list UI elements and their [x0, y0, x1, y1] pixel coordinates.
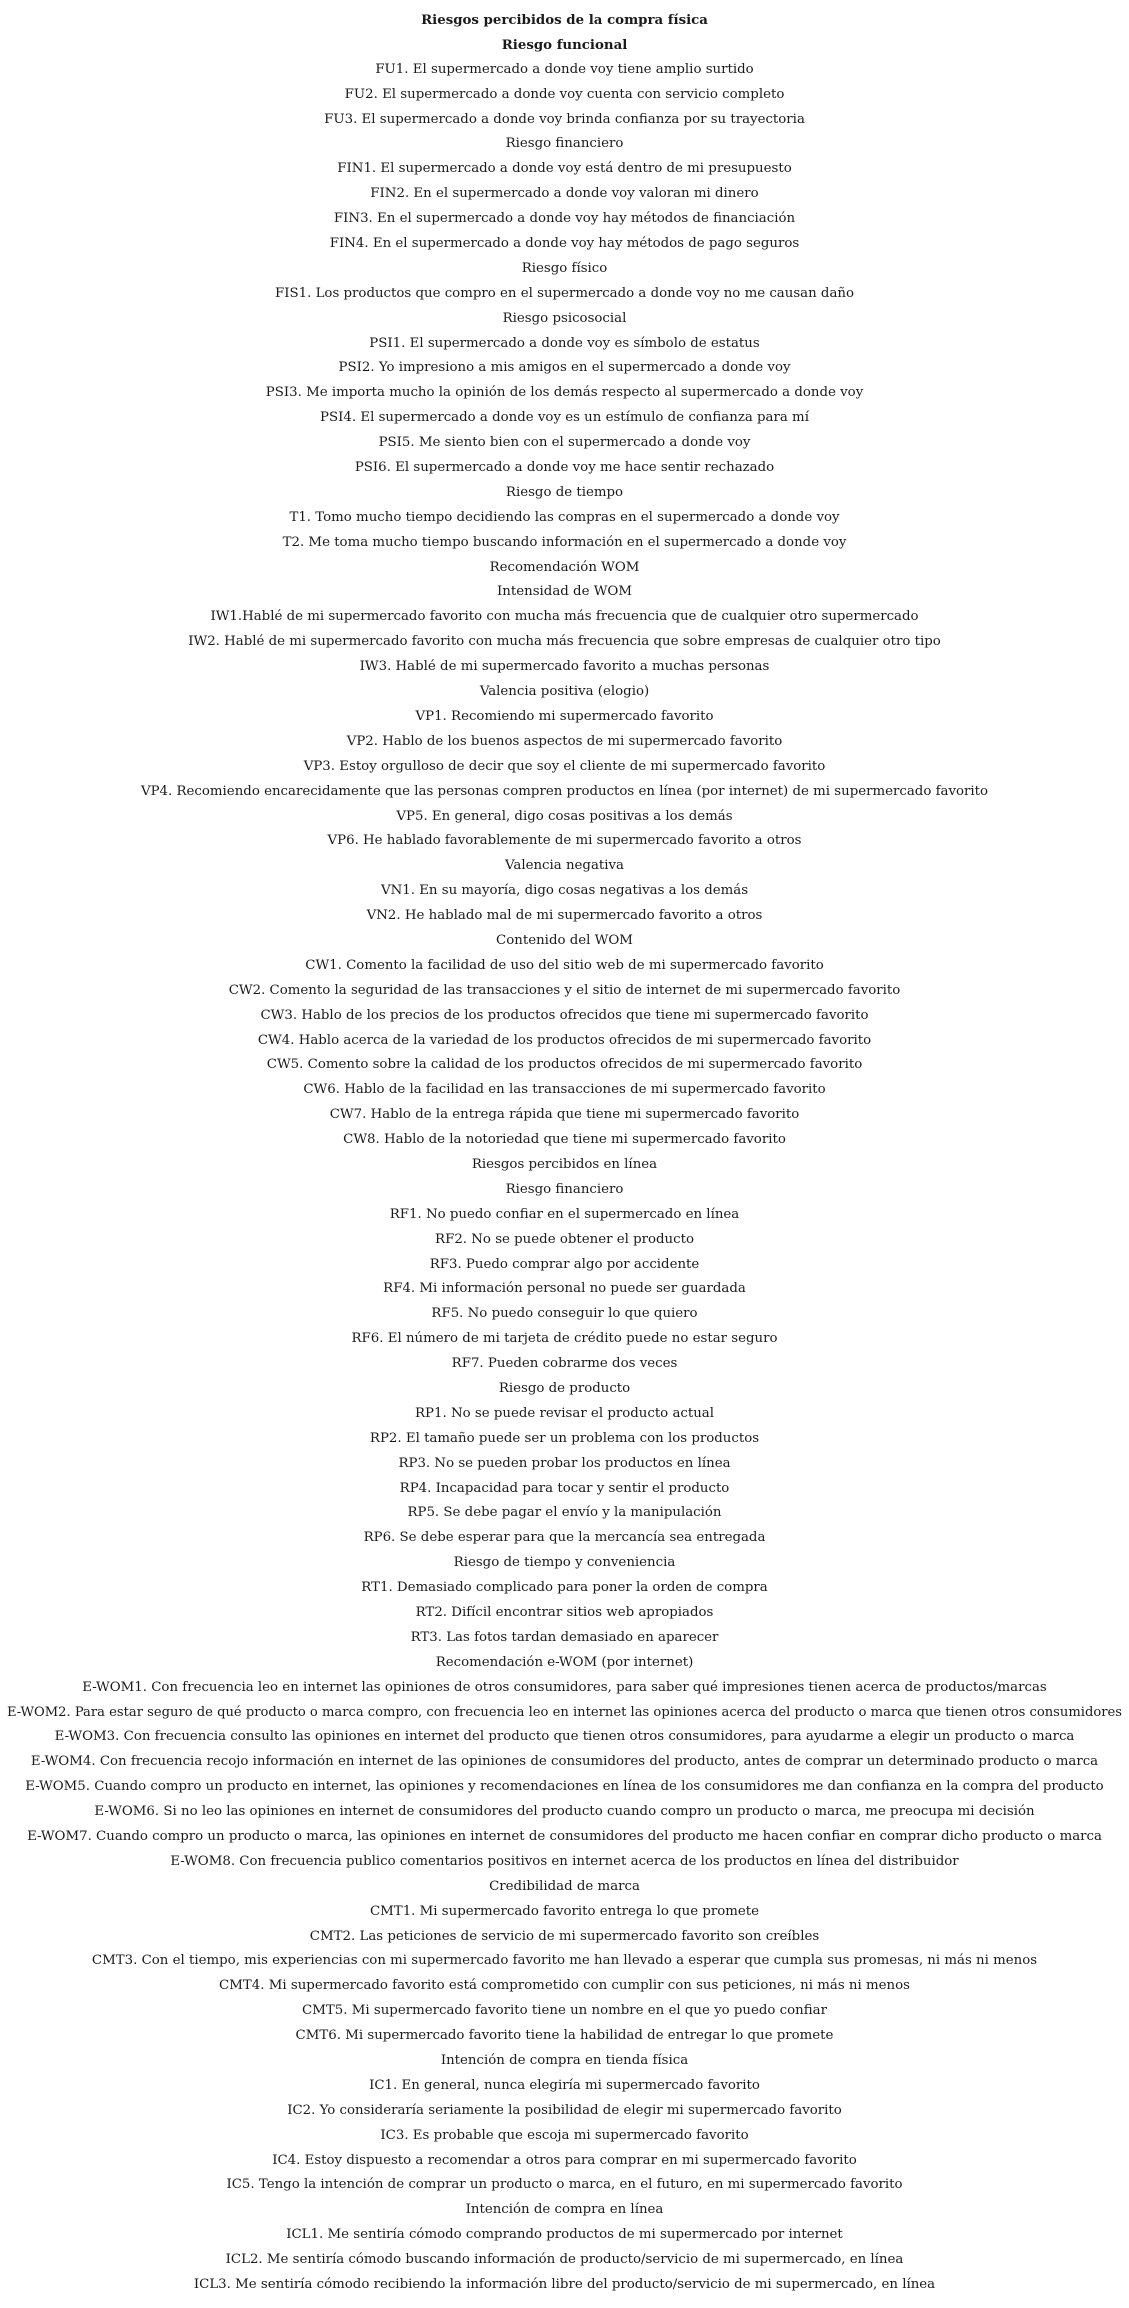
- document-line: Riesgos percibidos en línea: [471, 1156, 658, 1172]
- document-line: RP1. No se puede revisar el producto actual: [414, 1405, 715, 1421]
- document-line: CW5. Comento sobre la calidad de los productos ofrecidos de mi supermercado favorito: [266, 1057, 863, 1073]
- document-line: CW7. Hablo de la entrega rápida que tiene mi supermercado favorito: [329, 1107, 800, 1123]
- document-line: FU3. El supermercado a donde voy brinda confianza por su trayectoria: [324, 111, 805, 127]
- document-line: Riesgo financiero: [505, 136, 624, 152]
- document-line: RT1. Demasiado complicado para poner la orden de compra: [361, 1580, 768, 1596]
- document-line: FIS1. Los productos que compro en el supermercado a donde voy no me causan daño: [274, 285, 855, 301]
- document-line: FIN2. En el supermercado a donde voy valoran mi dinero: [370, 186, 759, 202]
- document-line: VP5. En general, digo cosas positivas a los demás: [396, 808, 733, 824]
- document-line: FU1. El supermercado a donde voy tiene amplio surtido: [375, 61, 754, 77]
- document-line: PSI6. El supermercado a donde voy me hace sentir rechazado: [354, 460, 775, 476]
- document-line: Recomendación e-WOM (por internet): [435, 1654, 694, 1670]
- document-line: E-WOM4. Con frecuencia recojo información en internet de las opiniones de consumidores del producto, antes de comprar un determinado producto o marca: [30, 1754, 1099, 1770]
- document-line: Intensidad de WOM: [497, 584, 632, 600]
- document-line: RF3. Puedo comprar algo por accidente: [429, 1256, 700, 1272]
- document-line: Intención de compra en línea: [465, 2202, 664, 2218]
- document-line: IW1.Hablé de mi supermercado favorito con mucha más frecuencia que de cualquier otro supermercado: [210, 609, 919, 625]
- document-line: RT3. Las fotos tardan demasiado en aparecer: [410, 1629, 719, 1645]
- document-line: VP6. He hablado favorablemente de mi supermercado favorito a otros: [327, 833, 802, 849]
- document-line: E-WOM6. Si no leo las opiniones en internet de consumidores del producto cuando compro un producto o marca, me preocupa mi decisión: [94, 1804, 1035, 1820]
- document-line: Valencia negativa: [504, 858, 625, 874]
- document-line: FIN4. En el supermercado a donde voy hay métodos de pago seguros: [329, 236, 800, 252]
- document-line: T2. Me toma mucho tiempo buscando información en el supermercado a donde voy: [282, 534, 847, 550]
- document-line: CW4. Hablo acerca de la variedad de los productos ofrecidos de mi supermercado favorito: [257, 1032, 872, 1048]
- document-line: PSI4. El supermercado a donde voy es un estímulo de confianza para mí: [320, 410, 809, 426]
- document-line: CW8. Hablo de la notoriedad que tiene mi supermercado favorito: [343, 1132, 786, 1148]
- document-line: RF6. El número de mi tarjeta de crédito puede no estar seguro: [351, 1331, 778, 1347]
- document-line: VN1. En su mayoría, digo cosas negativas a los demás: [380, 883, 749, 899]
- document-line: RF2. No se puede obtener el producto: [435, 1231, 694, 1247]
- document-line: CMT2. Las peticiones de servicio de mi supermercado favorito son creíbles: [309, 1928, 820, 1944]
- document-line: CW3. Hablo de los precios de los productos ofrecidos que tiene mi supermercado favorito: [260, 1007, 869, 1023]
- document-line: E-WOM3. Con frecuencia consulto las opiniones en internet del producto que tienen otros consumidores, para ayudarme a elegir un producto o marca: [54, 1729, 1075, 1745]
- document-line: VN2. He hablado mal de mi supermercado favorito a otros: [366, 908, 763, 924]
- document-line: RP6. Se debe esperar para que la mercancía sea entregada: [363, 1530, 766, 1546]
- document-line: Intención de compra en tienda física: [440, 2053, 689, 2069]
- document-line: T1. Tomo mucho tiempo decidiendo las compras en el supermercado a donde voy: [289, 509, 840, 525]
- document-line: Riesgo psicosocial: [502, 310, 627, 326]
- document-line: IC2. Yo consideraría seriamente la posibilidad de elegir mi supermercado favorito: [287, 2102, 842, 2118]
- section-heading: Riesgo funcional: [501, 36, 628, 53]
- document-line: CMT3. Con el tiempo, mis experiencias con mi supermercado favorito me han llevado a esperar que cumpla sus promesas, ni más ni menos: [91, 1953, 1038, 1969]
- document-line: IW3. Hablé de mi supermercado favorito a muchas personas: [359, 659, 770, 675]
- document-line: RT2. Difícil encontrar sitios web apropiados: [415, 1605, 714, 1620]
- document-line: CMT1. Mi supermercado favorito entrega lo que promete: [369, 1903, 760, 1919]
- document-line: RF5. No puedo conseguir lo que quiero: [431, 1306, 698, 1322]
- document-line: VP2. Hablo de los buenos aspectos de mi supermercado favorito: [346, 733, 783, 749]
- document-line: Riesgo de tiempo: [505, 484, 624, 500]
- document-line: CW6. Hablo de la facilidad en las transacciones de mi supermercado favorito: [303, 1082, 826, 1098]
- document-line: IC1. En general, nunca elegiría mi supermercado favorito: [369, 2077, 760, 2093]
- document-line: RP5. Se debe pagar el envío y la manipulación: [407, 1505, 722, 1521]
- document-line: ICL1. Me sentiría cómodo comprando productos de mi supermercado por internet: [286, 2227, 843, 2243]
- document-line: CMT5. Mi supermercado favorito tiene un nombre en el que yo puedo confiar: [302, 2003, 827, 2019]
- document-line: Recomendación WOM: [489, 559, 640, 575]
- document-line: RF1. No puedo confiar en el supermercado en línea: [389, 1206, 740, 1222]
- document-line: IW2. Hablé de mi supermercado favorito con mucha más frecuencia que sobre empresas de cualquier otro tipo: [188, 634, 941, 650]
- document-line: Riesgo físico: [521, 260, 608, 276]
- document-line: Credibilidad de marca: [489, 1878, 640, 1894]
- document-line: RP2. El tamaño puede ser un problema con los productos: [369, 1430, 760, 1446]
- document-line: RF7. Pueden cobrarme dos veces: [451, 1356, 678, 1372]
- document-line: PSI5. Me siento bien con el supermercado a donde voy: [378, 435, 751, 451]
- document-line: CW1. Comento la facilidad de uso del sitio web de mi supermercado favorito: [305, 957, 824, 973]
- section-heading: Riesgos percibidos de la compra física: [421, 12, 708, 28]
- document-line: VP3. Estoy orgulloso de decir que soy el cliente de mi supermercado favorito: [303, 758, 826, 774]
- document-line: IC4. Estoy dispuesto a recomendar a otros para comprar en mi supermercado favorito: [272, 2152, 857, 2168]
- document-line: IC5. Tengo la intención de comprar un producto o marca, en el futuro, en mi supermercado favorito: [226, 2177, 903, 2193]
- document-line: IC3. Es probable que escoja mi supermercado favorito: [380, 2127, 749, 2143]
- document-line: FIN1. El supermercado a donde voy está dentro de mi presupuesto: [337, 161, 792, 177]
- document-line: ICL2. Me sentiría cómodo buscando información de producto/servicio de mi supermercado, en línea: [225, 2252, 904, 2268]
- document-line: E-WOM2. Para estar seguro de qué producto o marca compro, con frecuencia leo en internet las opiniones acerca del producto o marca que tienen otros consumidores: [6, 1704, 1123, 1720]
- document-line: Riesgo de tiempo y conveniencia: [453, 1555, 676, 1571]
- document-line: RP3. No se pueden probar los productos en línea: [398, 1455, 731, 1471]
- document-line: Riesgo financiero: [505, 1181, 624, 1197]
- document-line: PSI2. Yo impresiono a mis amigos en el supermercado a donde voy: [338, 360, 791, 376]
- document-line: CW2. Comento la seguridad de las transacciones y el sitio de internet de mi supermercado favorito: [228, 982, 901, 998]
- document-line: Valencia positiva (elogio): [479, 684, 650, 700]
- document-line: VP1. Recomiendo mi supermercado favorito: [415, 708, 714, 724]
- document-line: E-WOM1. Con frecuencia leo en internet las opiniones de otros consumidores, para saber qué impresiones tienen acerca de productos/marcas: [82, 1679, 1047, 1695]
- document-line: ICL3. Me sentiría cómodo recibiendo la información libre del producto/servicio de mi supermercado, en línea: [193, 2277, 936, 2293]
- document-line: FU2. El supermercado a donde voy cuenta con servicio completo: [344, 86, 785, 102]
- document-line: VP4. Recomiendo encarecidamente que las personas compren productos en línea (por internet) de mi supermercado favorito: [140, 783, 989, 799]
- document-line: E-WOM8. Con frecuencia publico comentarios positivos en internet acerca de los productos en línea del distribuidor: [170, 1853, 959, 1869]
- document-line: FIN3. En el supermercado a donde voy hay métodos de financiación: [333, 211, 796, 227]
- document-line: CMT4. Mi supermercado favorito está comprometido con cumplir con sus peticiones, ni más ni menos: [219, 1978, 910, 1994]
- document-line: RP4. Incapacidad para tocar y sentir el producto: [399, 1480, 730, 1496]
- document-line: RF4. Mi información personal no puede ser guardada: [383, 1281, 746, 1297]
- document-line: Riesgo de producto: [498, 1380, 631, 1396]
- document-line: PSI3. Me importa mucho la opinión de los demás respecto al supermercado a donde voy: [265, 385, 864, 401]
- document-line: Contenido del WOM: [496, 932, 633, 948]
- document-line: CMT6. Mi supermercado favorito tiene la habilidad de entregar lo que promete: [295, 2028, 834, 2044]
- document-line: PSI1. El supermercado a donde voy es símbolo de estatus: [369, 335, 760, 351]
- document-line: E-WOM5. Cuando compro un producto en internet, las opiniones y recomendaciones en línea de los consumidores me dan confianza en la compra del producto: [25, 1779, 1104, 1795]
- document-line: E-WOM7. Cuando compro un producto o marca, las opiniones en internet de consumidores del producto me hacen confiar en comprar dicho producto o marca: [27, 1829, 1102, 1845]
